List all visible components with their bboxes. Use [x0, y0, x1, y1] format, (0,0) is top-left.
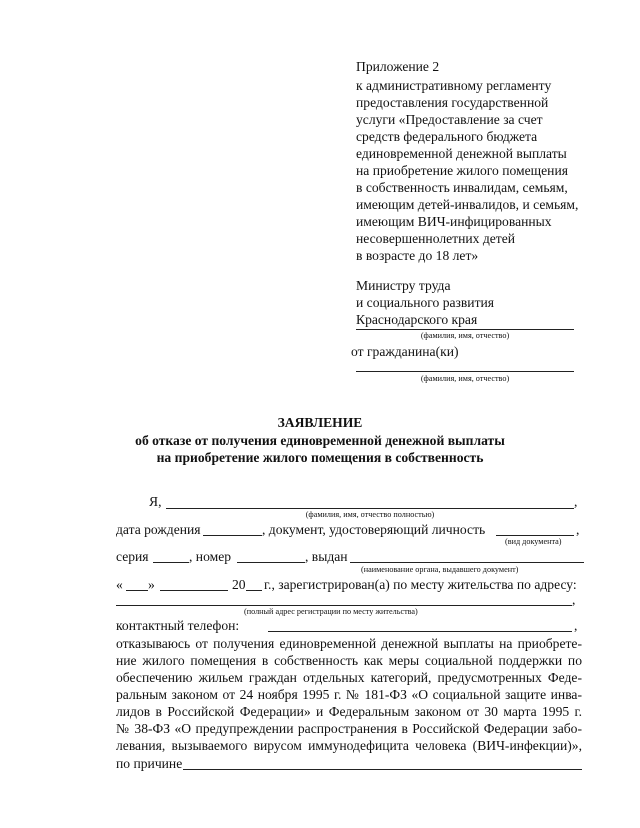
appendix-line: услуги «Предоставление за счет — [356, 112, 543, 127]
full-name-field[interactable] — [166, 508, 574, 509]
appendix-line: несовершеннолетних детей — [356, 231, 516, 246]
phone-field[interactable] — [268, 631, 572, 632]
title-line: об отказе от получения единовременной денежной выплаты — [135, 433, 505, 448]
comma: , — [572, 592, 576, 607]
number-field[interactable] — [237, 562, 305, 563]
address-field[interactable] — [116, 605, 572, 606]
body-text-line: отказываюсь от получения единовременной денежной выплаты на приобрете- — [116, 636, 582, 651]
body-text-line: обеспечению жильем граждан отдельных категорий, предусмотренных Феде- — [116, 670, 582, 685]
addressee-line: Министру труда — [356, 278, 451, 293]
issuer-field[interactable] — [350, 562, 584, 563]
appendix-line: к административному регламенту — [356, 78, 552, 93]
doc-label: , документ, удостоверяющий личность — [262, 522, 486, 537]
hint-fio: (фамилия, имя, отчество) — [420, 331, 510, 340]
year-prefix: 20 — [232, 577, 246, 592]
series-label: серия — [116, 549, 149, 564]
quote-open: « — [116, 577, 123, 592]
comma: , — [574, 494, 578, 509]
reason-field[interactable] — [183, 769, 582, 770]
appendix-line: в собственность инвалидам, семьям, — [356, 180, 568, 195]
body-text-line: левания, вызываемого вирусом иммунодефицита человека (ВИЧ-инфекции)», — [116, 738, 582, 753]
issued-label: , выдан — [305, 549, 348, 564]
appendix-line: имеющим ВИЧ-инфицированных — [356, 214, 552, 229]
addressee-line: и социального развития — [356, 295, 495, 310]
dob-label: дата рождения — [116, 522, 201, 537]
fio2-underline — [356, 371, 574, 372]
number-label: , номер — [189, 549, 232, 564]
series-field[interactable] — [153, 562, 189, 563]
appendix-line: имеющим детей-инвалидов, и семьям, — [356, 197, 579, 212]
comma: , — [576, 522, 580, 537]
addressee-line: Краснодарского края — [356, 312, 478, 327]
body-text-line: лидов в Российской Федерации» и Федеральным законом от 30 марта 1995 г. — [116, 704, 582, 719]
appendix-line: Приложение 2 — [356, 59, 440, 74]
appendix-line: средств федерального бюджета — [356, 129, 538, 144]
title-line: на приобретение жилого помещения в собственность — [156, 450, 484, 465]
ya-label: Я, — [149, 494, 162, 509]
appendix-line: предоставления государственной — [356, 95, 549, 110]
hint-fio2: (фамилия, имя, отчество) — [420, 374, 510, 383]
doc-type-field[interactable] — [496, 535, 574, 536]
title-heading: ЗАЯВЛЕНИЕ — [277, 415, 363, 430]
hint-address: (полный адрес регистрации по месту жительства) — [244, 607, 418, 616]
comma: , — [574, 618, 578, 633]
appendix-line: в возрасте до 18 лет» — [356, 248, 479, 263]
from-citizen-label: от гражданина(ки) — [351, 344, 459, 359]
issue-month-field[interactable] — [160, 590, 228, 591]
dob-field[interactable] — [203, 535, 262, 536]
body-text-line: ние жилого помещения в собственность как меры социальной поддержки по — [116, 653, 582, 668]
hint-doc-type: (вид документа) — [505, 537, 562, 546]
appendix-line: единовременной денежной выплаты — [356, 146, 567, 161]
body-text-line: ральным законом от 24 ноября 1995 г. № 181-ФЗ «О социальной защите инва- — [116, 687, 582, 702]
fio-underline — [356, 329, 574, 330]
phone-label: контактный телефон: — [116, 618, 240, 633]
reason-label: по причине — [116, 756, 183, 771]
registered-text: г., зарегистрирован(а) по месту жительства по адресу: — [264, 577, 577, 592]
hint-full-fio: (фамилия, имя, отчество полностью) — [305, 510, 435, 519]
issue-year-field[interactable] — [246, 590, 262, 591]
appendix-line: на приобретение жилого помещения — [356, 163, 568, 178]
quote-close: » — [148, 577, 155, 592]
hint-issuer: (наименование органа, выдавшего документ) — [361, 565, 519, 574]
issue-day-field[interactable] — [126, 590, 148, 591]
body-text-line: № 38-ФЗ «О предупреждении распространения в Российской Федерации забо- — [116, 721, 582, 736]
